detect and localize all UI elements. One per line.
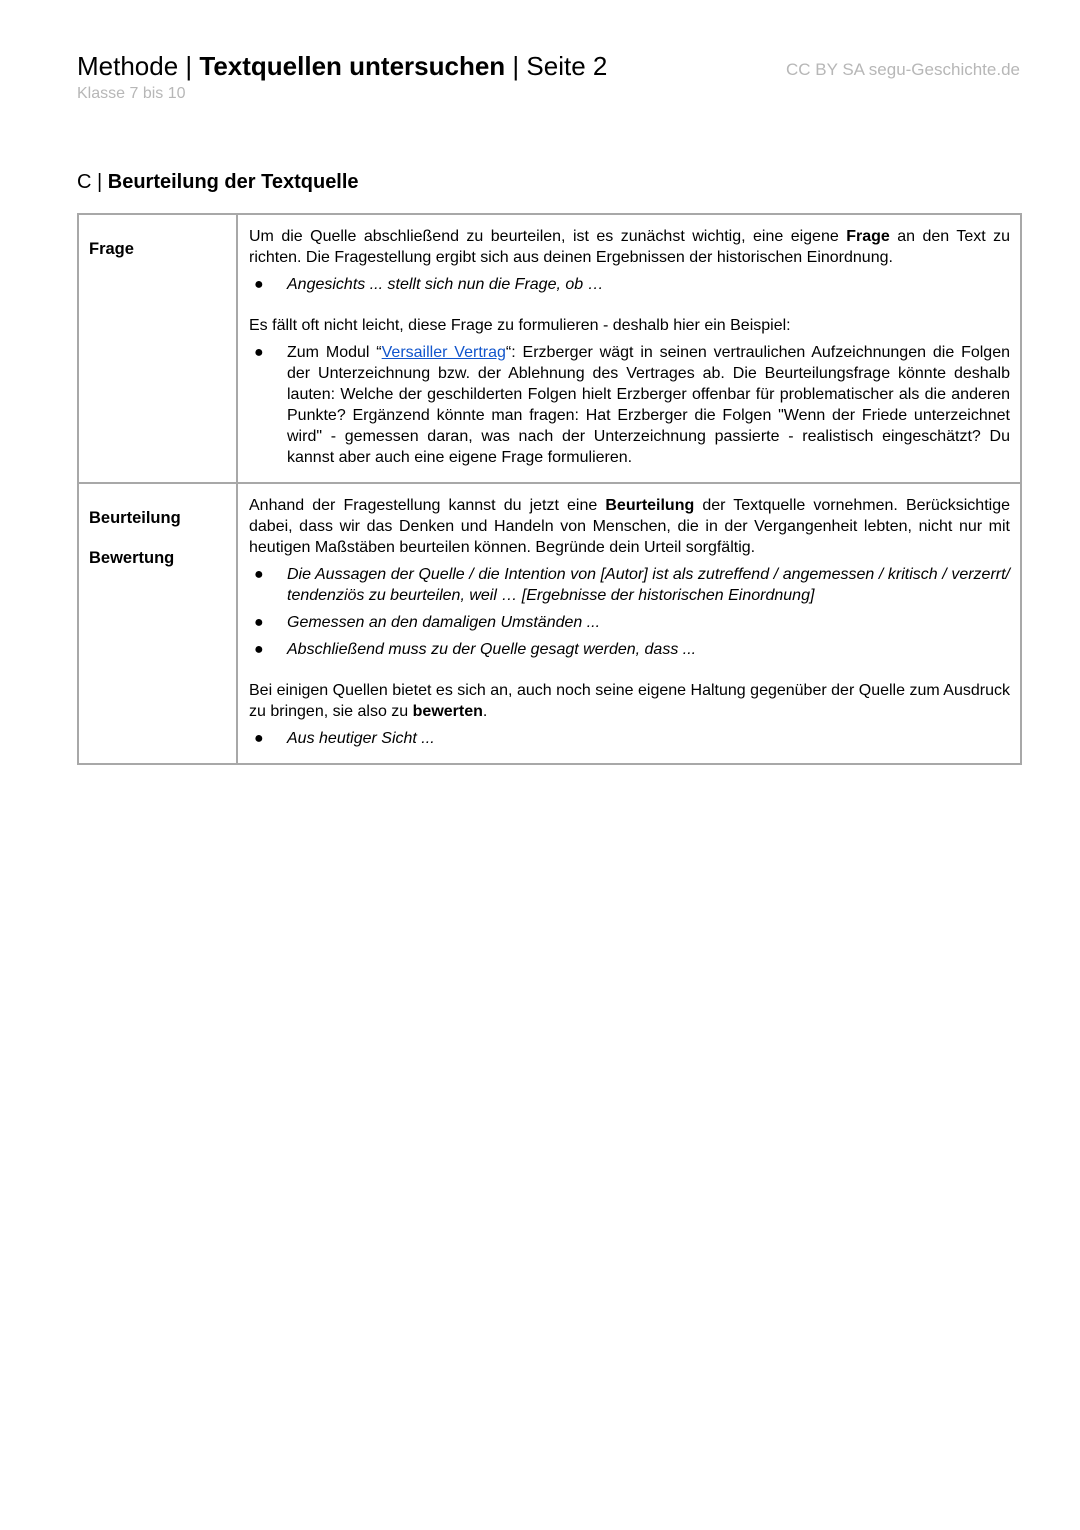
label-cell-beurteilung — [78, 483, 237, 764]
list-item — [249, 612, 1010, 633]
list-item — [249, 639, 1010, 660]
beurteilung-intro-bold: Beurteilung — [605, 497, 695, 514]
list-item-text: Abschließend muss zu der Quelle gesagt werden, dass ... — [287, 641, 697, 658]
label-frage: Frage — [89, 240, 134, 258]
table-row-beurteilung — [78, 483, 1021, 764]
license-note: CC BY SA segu-Geschichte.de — [785, 60, 1020, 79]
bewertung-intro-text: Bei einigen Quellen bietet es sich an, auch noch seine eigene Haltung gegenüber der Quelle zum Ausdruck zu bringen, sie also zu — [249, 682, 1010, 720]
bewertung-intro — [249, 680, 1010, 722]
list-item-text: Gemessen an den damaligen Umständen ... — [287, 614, 601, 631]
list-item — [249, 728, 1010, 749]
list-item — [249, 274, 1010, 295]
list-item-text: Angesichts ... stellt sich nun die Frage, ob … — [287, 276, 604, 293]
grade-level: Klasse 7 bis 10 — [77, 85, 186, 102]
label-cell-frage — [78, 214, 237, 483]
beurteilung-intro-text: Anhand der Fragestellung kannst du jetzt eine — [249, 497, 606, 514]
page-header — [77, 50, 1020, 104]
title-suffix: | Seite 2 — [505, 51, 608, 81]
bullet-icon: ● — [254, 344, 264, 361]
section-prefix: C | — [77, 171, 108, 193]
beurteilung-intro-text-2: der Textquelle vornehmen. Berücksichtige dabei, dass wir das Denken und Handeln von Menschen, die in der Vergangenheit lebten, nicht nur mit heutigen Maßstäben beurteilen können. Begründe dein Urteil sorgfältig. — [249, 497, 1011, 556]
frage-example-list — [249, 342, 1010, 468]
frage-intro-bold: Frage — [846, 228, 890, 245]
evaluation-table — [77, 213, 1022, 765]
label-beurteilung: Beurteilung — [89, 509, 181, 527]
bewertung-bullet-list — [249, 728, 1010, 749]
frage-example-intro: Es fällt oft nicht leicht, diese Frage zu formulieren - deshalb hier ein Beispiel: — [249, 317, 791, 334]
list-item — [249, 342, 1010, 468]
frage-intro — [249, 226, 1010, 268]
bullet-icon: ● — [254, 614, 264, 631]
frage-bullet-list — [249, 274, 1010, 295]
content-cell-frage — [237, 214, 1021, 483]
frage-intro-text-2: an den Text zu richten. Die Fragestellung ergibt sich aus deinen Ergebnissen der historischen Einordnung. — [249, 228, 1011, 266]
bullet-icon: ● — [254, 641, 264, 658]
section-heading — [77, 169, 359, 195]
label-bewertung: Bewertung — [89, 549, 175, 567]
beurteilung-bullet-list — [249, 564, 1010, 660]
bewertung-intro-bold: bewerten — [412, 703, 483, 720]
example-text-pre: Zum Modul “ — [287, 344, 382, 361]
title-prefix: Methode | — [77, 51, 200, 81]
section-title: Beurteilung der Textquelle — [107, 171, 359, 193]
bewertung-intro-text-2: . — [482, 703, 488, 720]
table-row-frage — [78, 214, 1021, 483]
bullet-icon: ● — [254, 276, 264, 293]
bullet-icon: ● — [254, 730, 264, 747]
versailler-vertrag-link[interactable]: Versailler Vertrag — [381, 344, 506, 361]
list-item-text: Aus heutiger Sicht ... — [287, 730, 435, 747]
list-item-text: Die Aussagen der Quelle / die Intention von [Autor] ist als zutreffend / angemessen / kritisch / verzerrt/ tendenziös zu beurteilen, weil … [Ergebnisse der historischen Einordnung] — [287, 566, 1010, 604]
bullet-icon: ● — [254, 566, 264, 583]
title-bold: Textquellen untersuchen — [199, 51, 506, 81]
beurteilung-intro — [249, 495, 1010, 558]
list-item — [249, 564, 1010, 606]
frage-intro-text: Um die Quelle abschließend zu beurteilen, ist es zunächst wichtig, eine eigene — [249, 228, 847, 245]
example-text-post: “: Erzberger wägt in seinen vertraulichen Aufzeichnungen die Folgen der Unterzeichnung bzw. der Ablehnung des Vertrages ab. Die Beurteilungsfrage könnte deshalb lauten: Welche der geschilderten Folgen hielt Erzberger offenbar für problematischer als die anderen Punkte? Ergänzend könnte man fragen: Hat Erzberger die Folgen "Wenn der Friede unterzeichnet wird" - gemessen daran, was nach der Unterzeichnung passierte - realistisch eingeschätzt? Du kannst aber auch eine eigene Frage formulieren. — [287, 344, 1011, 466]
content-cell-beurteilung — [237, 483, 1021, 764]
